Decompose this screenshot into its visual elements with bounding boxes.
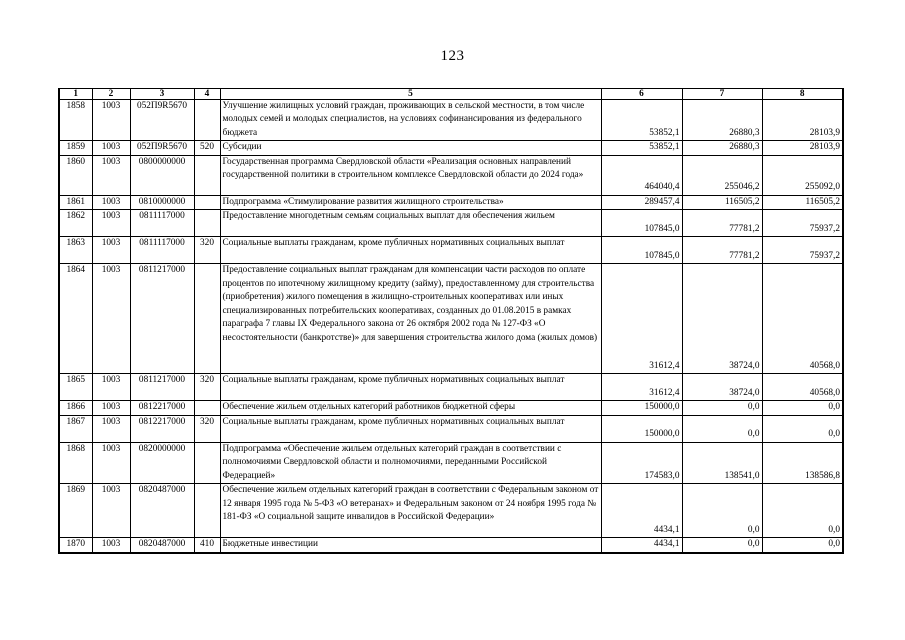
amount-col-8: 28103,9 xyxy=(762,100,843,141)
section-code: 1003 xyxy=(92,442,130,483)
page-number: 123 xyxy=(440,48,465,64)
table-row xyxy=(59,374,843,401)
item-name: Подпрограмма «Стимулирование развития жилищного строительства» xyxy=(220,195,601,209)
target-article-code: 0810000000 xyxy=(130,195,194,209)
section-code: 1003 xyxy=(92,538,130,553)
target-article-code: 0811217000 xyxy=(130,374,194,401)
table-row xyxy=(59,141,843,155)
row-number: 1860 xyxy=(59,155,92,195)
row-number: 1861 xyxy=(59,195,92,209)
row-number: 1870 xyxy=(59,538,92,553)
section-code: 1003 xyxy=(92,415,130,442)
amount-col-7: 255046,2 xyxy=(682,155,762,195)
item-name: Предоставление многодетным семьям социальных выплат для обеспечения жильем xyxy=(220,210,601,237)
col-header-3: 3 xyxy=(130,89,194,100)
table-row xyxy=(59,401,843,415)
amount-col-8: 40568,0 xyxy=(762,374,843,401)
amount-col-8: 116505,2 xyxy=(762,195,843,209)
expense-type-code xyxy=(194,264,220,374)
amount-col-7: 138541,0 xyxy=(682,442,762,483)
table-row xyxy=(59,237,843,264)
col-header-1: 1 xyxy=(59,89,92,100)
expense-type-code: 320 xyxy=(194,374,220,401)
expense-type-code xyxy=(194,210,220,237)
row-number: 1859 xyxy=(59,141,92,155)
expense-type-code xyxy=(194,155,220,195)
col-header-2: 2 xyxy=(92,89,130,100)
amount-col-7: 0,0 xyxy=(682,484,762,538)
section-code: 1003 xyxy=(92,401,130,415)
section-code: 1003 xyxy=(92,195,130,209)
amount-col-6: 464040,4 xyxy=(601,155,682,195)
amount-col-8: 138586,8 xyxy=(762,442,843,483)
amount-col-7: 38724,0 xyxy=(682,374,762,401)
table-row xyxy=(59,442,843,483)
amount-col-8: 0,0 xyxy=(762,484,843,538)
amount-col-8: 75937,2 xyxy=(762,210,843,237)
row-number: 1866 xyxy=(59,401,92,415)
target-article-code: 0812217000 xyxy=(130,401,194,415)
item-name: Подпрограмма «Обеспечение жильем отдельных категорий граждан в соответствии с полномочиями Свердловской области и полномочиями, переданными Российской Федерацией» xyxy=(220,442,601,483)
item-name: Социальные выплаты гражданам, кроме публичных нормативных социальных выплат xyxy=(220,237,601,264)
amount-col-8: 0,0 xyxy=(762,401,843,415)
target-article-code: 052П9R5670 xyxy=(130,141,194,155)
amount-col-8: 255092,0 xyxy=(762,155,843,195)
col-header-4: 4 xyxy=(194,89,220,100)
target-article-code: 0800000000 xyxy=(130,155,194,195)
amount-col-7: 0,0 xyxy=(682,538,762,553)
amount-col-8: 40568,0 xyxy=(762,264,843,374)
item-name: Государственная программа Свердловской области «Реализация основных направлений государственной политики в строительном комплексе Свердловской области до 2024 года» xyxy=(220,155,601,195)
section-code: 1003 xyxy=(92,484,130,538)
amount-col-6: 31612,4 xyxy=(601,264,682,374)
expense-type-code xyxy=(194,442,220,483)
target-article-code: 0820487000 xyxy=(130,538,194,553)
item-name: Обеспечение жильем отдельных категорий граждан в соответствии с Федеральным законом от 12 января 1995 года № 5-ФЗ «О ветеранах» и Федеральным законом от 24 ноября 1995 года № 181-ФЗ «О социальной защите инвалидов в Российской Федерации» xyxy=(220,484,601,538)
amount-col-6: 289457,4 xyxy=(601,195,682,209)
col-header-6: 6 xyxy=(601,89,682,100)
item-name: Социальные выплаты гражданам, кроме публичных нормативных социальных выплат xyxy=(220,415,601,442)
section-code: 1003 xyxy=(92,210,130,237)
amount-col-7: 26880,3 xyxy=(682,100,762,141)
target-article-code: 0820487000 xyxy=(130,484,194,538)
target-article-code: 052П9R5670 xyxy=(130,100,194,141)
amount-col-6: 107845,0 xyxy=(601,210,682,237)
item-name: Обеспечение жильем отдельных категорий работников бюджетной сферы xyxy=(220,401,601,415)
amount-col-6: 4434,1 xyxy=(601,538,682,553)
target-article-code: 0811117000 xyxy=(130,237,194,264)
amount-col-7: 38724,0 xyxy=(682,264,762,374)
expense-type-code: 410 xyxy=(194,538,220,553)
target-article-code: 0811217000 xyxy=(130,264,194,374)
amount-col-6: 150000,0 xyxy=(601,401,682,415)
row-number: 1858 xyxy=(59,100,92,141)
table-row xyxy=(59,484,843,538)
amount-col-7: 0,0 xyxy=(682,415,762,442)
target-article-code: 0812217000 xyxy=(130,415,194,442)
amount-col-6: 53852,1 xyxy=(601,141,682,155)
row-number: 1867 xyxy=(59,415,92,442)
header-row xyxy=(59,89,843,100)
section-code: 1003 xyxy=(92,374,130,401)
target-article-code: 0811117000 xyxy=(130,210,194,237)
table-row xyxy=(59,195,843,209)
row-number: 1862 xyxy=(59,210,92,237)
item-name: Социальные выплаты гражданам, кроме публичных нормативных социальных выплат xyxy=(220,374,601,401)
table-row xyxy=(59,210,843,237)
section-code: 1003 xyxy=(92,100,130,141)
row-number: 1869 xyxy=(59,484,92,538)
amount-col-7: 0,0 xyxy=(682,401,762,415)
expense-type-code: 320 xyxy=(194,237,220,264)
amount-col-8: 0,0 xyxy=(762,538,843,553)
row-number: 1864 xyxy=(59,264,92,374)
item-name: Улучшение жилищных условий граждан, проживающих в сельской местности, в том числе молодых семей и молодых специалистов, на условиях софинансирования из федерального бюджета xyxy=(220,100,601,141)
expense-type-code xyxy=(194,401,220,415)
amount-col-6: 150000,0 xyxy=(601,415,682,442)
amount-col-6: 4434,1 xyxy=(601,484,682,538)
amount-col-8: 75937,2 xyxy=(762,237,843,264)
amount-col-6: 174583,0 xyxy=(601,442,682,483)
row-number: 1863 xyxy=(59,237,92,264)
amount-col-7: 77781,2 xyxy=(682,237,762,264)
expense-type-code xyxy=(194,195,220,209)
amount-col-8: 0,0 xyxy=(762,415,843,442)
expense-type-code xyxy=(194,484,220,538)
table-row xyxy=(59,100,843,141)
col-header-8: 8 xyxy=(762,89,843,100)
amount-col-7: 26880,3 xyxy=(682,141,762,155)
expense-type-code: 520 xyxy=(194,141,220,155)
expense-type-code xyxy=(194,100,220,141)
amount-col-6: 107845,0 xyxy=(601,237,682,264)
table-row xyxy=(59,415,843,442)
section-code: 1003 xyxy=(92,141,130,155)
table-body xyxy=(59,100,843,553)
row-number: 1868 xyxy=(59,442,92,483)
item-name: Бюджетные инвестиции xyxy=(220,538,601,553)
section-code: 1003 xyxy=(92,237,130,264)
section-code: 1003 xyxy=(92,155,130,195)
target-article-code: 0820000000 xyxy=(130,442,194,483)
table-row xyxy=(59,538,843,553)
amount-col-8: 28103,9 xyxy=(762,141,843,155)
table-row xyxy=(59,155,843,195)
amount-col-6: 31612,4 xyxy=(601,374,682,401)
expense-type-code: 320 xyxy=(194,415,220,442)
amount-col-7: 116505,2 xyxy=(682,195,762,209)
item-name: Предоставление социальных выплат гражданам для компенсации части расходов по оплате процентов по ипотечному жилищному кредиту (займу), предоставленному для строительства (приобретения) жилого помещения в жилищно-строительных кооперативах или иных специализированных потребительских кооперативах, созданных до 01.08.2015 в рамках параграфа 7 главы IX Федерального закона от 26 октября 2002 года № 127-ФЗ «О несостоятельности (банкротстве)» для завершения строительства жилого дома (жилых домов) xyxy=(220,264,601,374)
amount-col-7: 77781,2 xyxy=(682,210,762,237)
amount-col-6: 53852,1 xyxy=(601,100,682,141)
item-name: Субсидии xyxy=(220,141,601,155)
section-code: 1003 xyxy=(92,264,130,374)
budget-table xyxy=(58,88,844,554)
col-header-7: 7 xyxy=(682,89,762,100)
row-number: 1865 xyxy=(59,374,92,401)
col-header-5: 5 xyxy=(220,89,601,100)
table-row xyxy=(59,264,843,374)
